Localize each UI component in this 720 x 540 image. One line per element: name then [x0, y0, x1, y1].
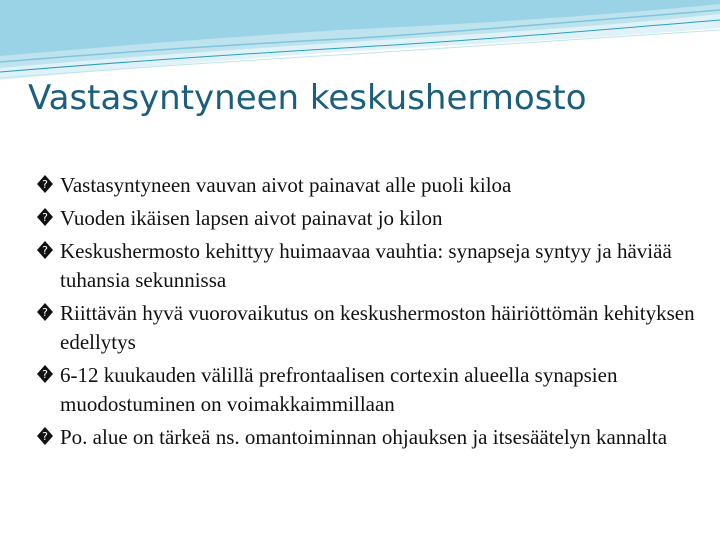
bullet-text: Vastasyntyneen vauvan aivot painavat alle puoli kiloa	[60, 173, 512, 197]
bullet-text: Keskushermosto kehittyy huimaavaa vauhtia: synapseja syntyy ja häviää tuhansia sekunnissa	[60, 239, 672, 292]
slide-title: Vastasyntyneen keskushermosto	[28, 78, 587, 118]
bullet-item	[36, 171, 706, 200]
replacement-glyph-icon	[36, 240, 54, 260]
bullet-item	[36, 204, 706, 233]
bullet-item	[36, 423, 706, 452]
svg-text:?: ?	[42, 306, 48, 319]
replacement-glyph-icon	[36, 302, 54, 322]
bullet-list	[36, 171, 706, 456]
replacement-glyph-icon	[36, 426, 54, 446]
bullet-item	[36, 237, 706, 295]
svg-text:?: ?	[42, 178, 48, 191]
svg-text:?: ?	[42, 211, 48, 224]
replacement-glyph-icon	[36, 207, 54, 227]
svg-text:?: ?	[42, 430, 48, 443]
svg-text:?: ?	[42, 368, 48, 381]
bullet-item	[36, 361, 706, 419]
bullet-text: Riittävän hyvä vuorovaikutus on keskushermoston häiriöttömän kehityksen edellytys	[60, 301, 695, 354]
replacement-glyph-icon	[36, 364, 54, 384]
bullet-text: Po. alue on tärkeä ns. omantoiminnan ohjauksen ja itsesäätelyn kannalta	[60, 425, 668, 449]
bullet-text: 6-12 kuukauden välillä prefrontaalisen cortexin alueella synapsien muodostuminen on voimakkaimmillaan	[60, 363, 618, 416]
bullet-item	[36, 299, 706, 357]
svg-text:?: ?	[42, 244, 48, 257]
replacement-glyph-icon	[36, 174, 54, 194]
bullet-text: Vuoden ikäisen lapsen aivot painavat jo kilon	[60, 206, 443, 230]
